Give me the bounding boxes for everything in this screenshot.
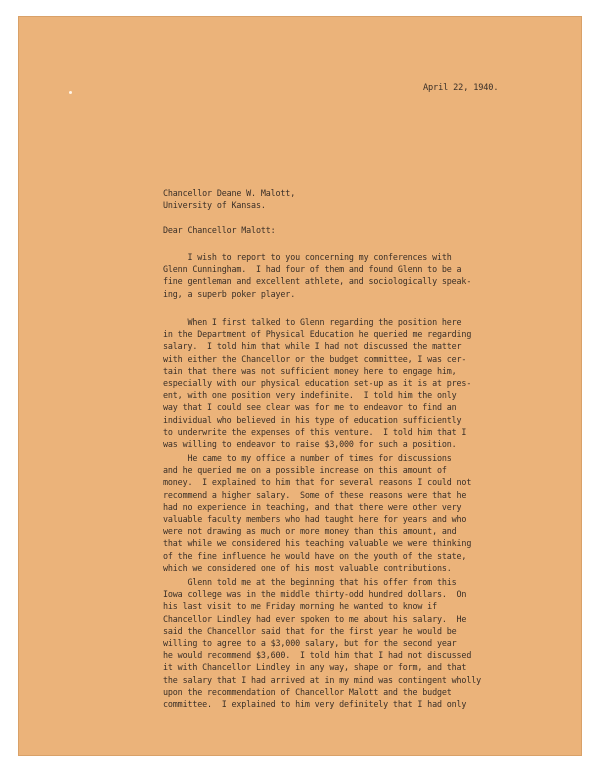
text-line: Chancellor Lindley had ever spoken to me about his salary. He <box>163 613 467 624</box>
text-line: recommend a higher salary. Some of these reasons were that he <box>163 489 467 500</box>
text-line: were not drawing as much or more money than this amount, and <box>163 526 457 537</box>
text-line: Iowa college was in the middle thirty-odd hundred dollars. On <box>163 589 467 600</box>
text-line: willing to agree to a $3,000 salary, but for the second year <box>163 637 457 648</box>
text-line: of the fine influence he would have on the youth of the state, <box>163 550 467 561</box>
body-paragraph <box>163 251 503 300</box>
text-line: Glenn told me at the beginning that his offer from this <box>163 577 457 587</box>
letter-date: April 22, 1940. <box>423 83 499 93</box>
text-line: individual who believed in his type of education sufficiently <box>163 414 462 425</box>
paper-speck <box>69 91 72 94</box>
text-line: the salary that I had arrived at in my mind was contingent wholly <box>163 674 481 685</box>
recipient-line: University of Kansas. <box>163 199 266 210</box>
text-line: tain that there was not sufficient money here to engage him, <box>163 365 457 376</box>
text-line: ent, with one position very indefinite. I told him the only <box>163 390 457 401</box>
recipient-address <box>163 188 295 211</box>
text-line: ing, a superb poker player. <box>163 288 296 299</box>
text-line: committee. I explained to him very definitely that I had only <box>163 698 467 709</box>
text-line: upon the recommendation of Chancellor Malott and the budget <box>163 686 452 697</box>
text-line: in the Department of Physical Education he queried me regarding <box>163 329 472 340</box>
recipient-line: Chancellor Deane W. Malott, <box>163 188 296 198</box>
text-line: said the Chancellor said that for the first year he would be <box>163 625 457 636</box>
body-paragraph <box>163 452 503 574</box>
text-line: his last visit to me Friday morning he wanted to know if <box>163 601 437 612</box>
text-line: it with Chancellor Lindley in any way, shape or form, and that <box>163 662 467 673</box>
text-line: to underwrite the expenses of this venture. I told him that I <box>163 426 467 437</box>
text-line: he would recommend $3,600. I told him that I had not discussed <box>163 650 472 661</box>
text-line: and he queried me on a possible increase on this amount of <box>163 465 447 476</box>
text-line: that while we considered his teaching valuable we were thinking <box>163 538 472 549</box>
text-line: which we considered one of his most valuable contributions. <box>163 562 452 573</box>
text-line: especially with our physical education set-up as it is at pres- <box>163 377 472 388</box>
text-line: had no experience in teaching, and that there were other very <box>163 501 462 512</box>
text-line: When I first talked to Glenn regarding the position here <box>163 317 462 327</box>
text-line: fine gentleman and excellent athlete, and sociologically speak- <box>163 276 472 287</box>
text-line: money. I explained to him that for several reasons I could not <box>163 477 472 488</box>
letter-page <box>18 16 582 756</box>
text-line: way that I could see clear was for me to endeavor to find an <box>163 402 457 413</box>
salutation: Dear Chancellor Malott: <box>163 225 276 235</box>
text-line: salary. I told him that while I had not discussed the matter <box>163 341 462 352</box>
text-line: was willing to endeavor to raise $3,000 for such a position. <box>163 438 457 449</box>
body-paragraph <box>163 576 503 710</box>
text-line: valuable faculty members who had taught here for years and who <box>163 513 467 524</box>
text-line: He came to my office a number of times for discussions <box>163 453 452 463</box>
text-line: with either the Chancellor or the budget committee, I was cer- <box>163 353 467 364</box>
text-line: I wish to report to you concerning my conferences with <box>163 252 452 262</box>
text-line: Glenn Cunningham. I had four of them and found Glenn to be a <box>163 264 462 275</box>
body-paragraph <box>163 316 503 450</box>
